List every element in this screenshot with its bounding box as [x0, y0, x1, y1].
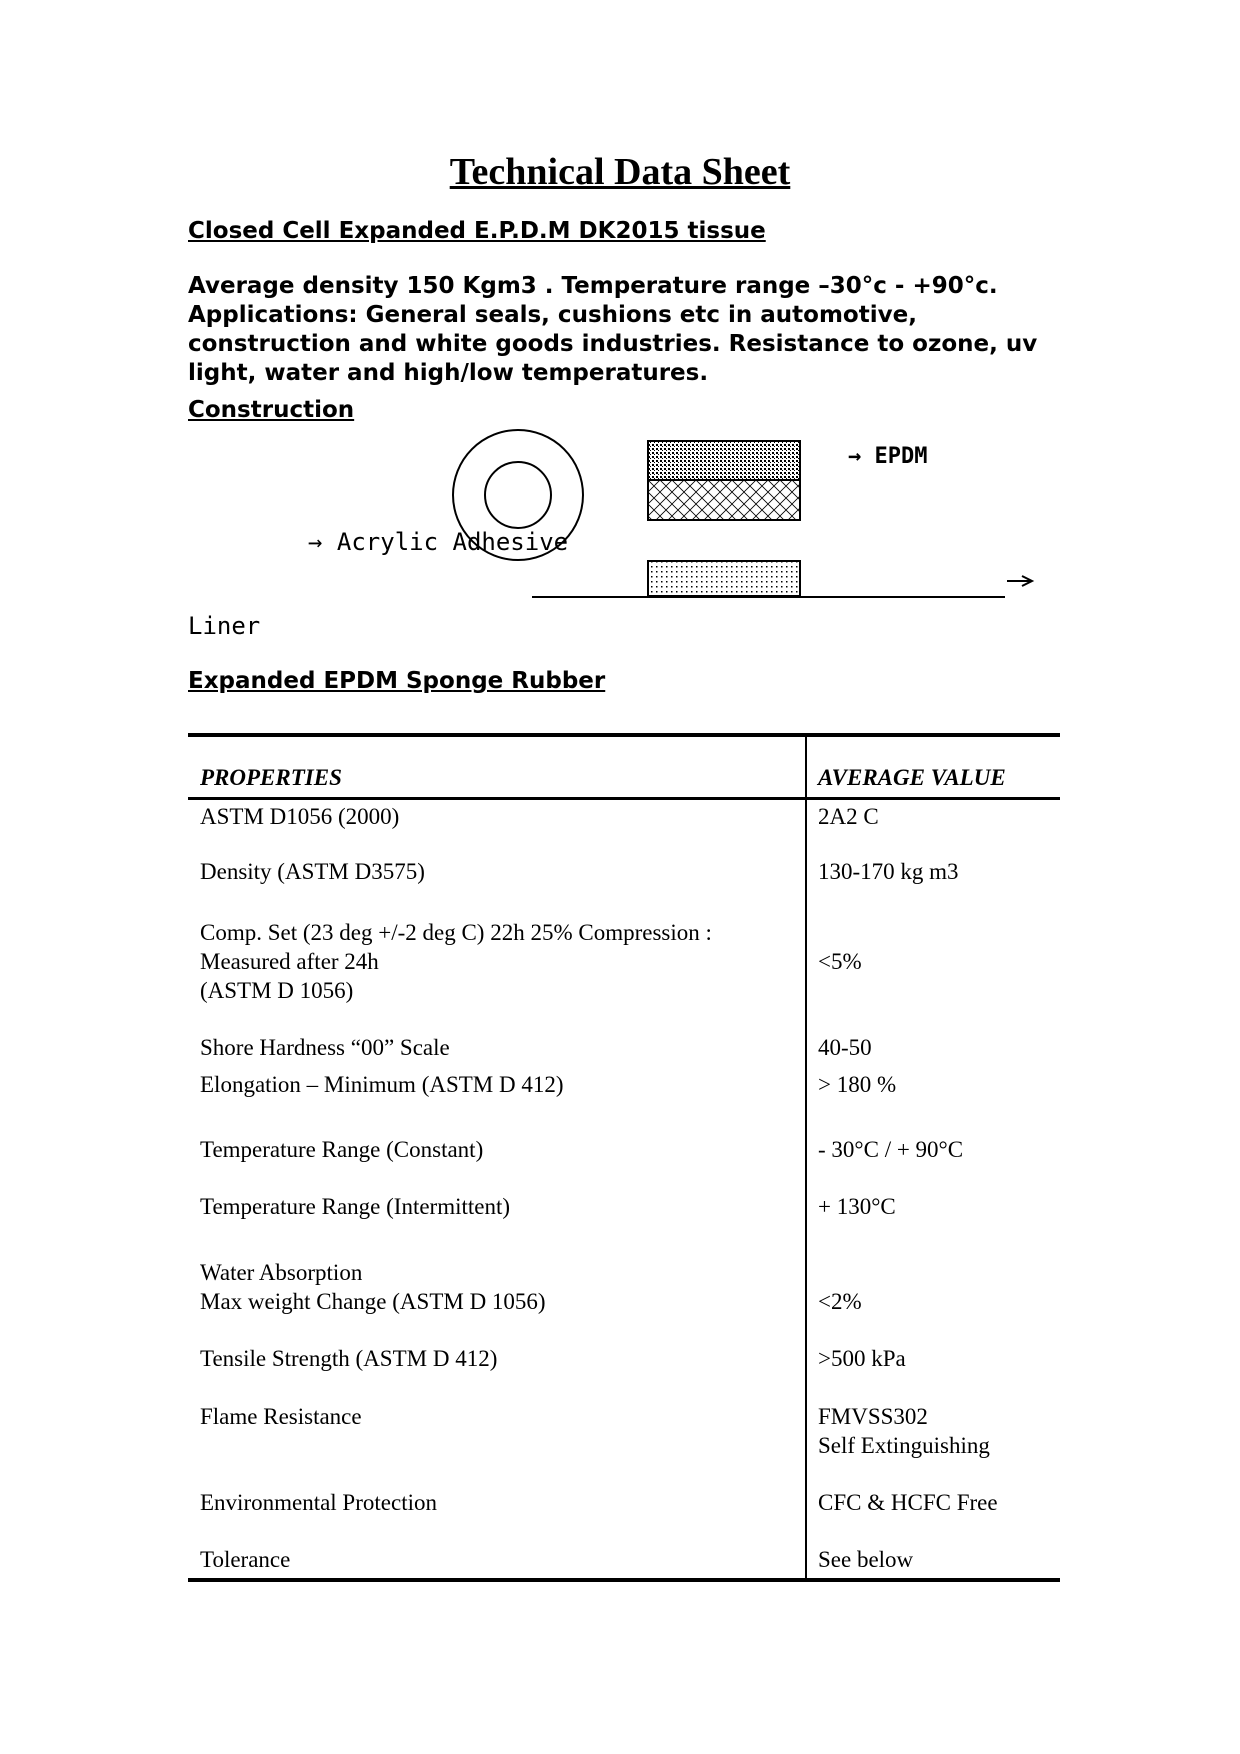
table-row-value: 40-50	[818, 1035, 872, 1060]
table-bottom-rule	[188, 1578, 1060, 1582]
table-row-value: CFC & HCFC Free	[818, 1490, 998, 1515]
table-row-property: Environmental Protection	[200, 1490, 437, 1515]
table-row-property: Temperature Range (Intermittent)	[200, 1194, 511, 1219]
header-properties: PROPERTIES	[200, 765, 342, 790]
construction-heading: Construction	[188, 397, 355, 423]
table-column-divider	[805, 733, 807, 1582]
table-row-value: FMVSS302 Self Extinguishing	[818, 1404, 990, 1458]
product-subtitle: Closed Cell Expanded E.P.D.M DK2015 tissue	[188, 218, 766, 244]
table-row-property: Comp. Set (23 deg +/-2 deg C) 22h 25% Compression : Measured after 24h (ASTM D 1056)	[200, 920, 712, 1003]
header-average-value: AVERAGE VALUE	[818, 765, 1006, 790]
table-row-value: <2%	[818, 1289, 862, 1314]
table-row-value: See below	[818, 1547, 914, 1572]
table-top-rule	[188, 733, 1060, 737]
table-row-property: Shore Hardness “00” Scale	[200, 1035, 450, 1060]
table-row-value: 130-170 kg m3	[818, 859, 959, 884]
roll-inner-circle	[485, 462, 551, 528]
epdm-layer	[648, 441, 800, 480]
table-row-value: + 130°C	[818, 1194, 896, 1219]
table-row-property: Tolerance	[200, 1547, 291, 1572]
epdm-label: → EPDM	[848, 444, 928, 469]
table-row-value: >500 kPa	[818, 1346, 906, 1371]
table-row-value: 2A2 C	[818, 804, 879, 829]
table-header-rule	[188, 797, 1060, 800]
table-row-property: Tensile Strength (ASTM D 412)	[200, 1346, 498, 1371]
table-row-property: Flame Resistance	[200, 1404, 362, 1429]
arrow-icon	[1007, 576, 1032, 586]
table-row-property: Water Absorption Max weight Change (ASTM D 1056)	[200, 1260, 546, 1314]
liner-label: Liner	[188, 612, 261, 640]
construction-diagram	[0, 0, 1240, 640]
acrylic-adhesive-label: → Acrylic Adhesive	[308, 528, 569, 556]
liner-layer	[648, 561, 800, 596]
table-row-value: <5%	[818, 949, 862, 974]
page-title: Technical Data Sheet	[449, 151, 791, 193]
section-heading: Expanded EPDM Sponge Rubber	[188, 668, 606, 694]
table-row-value: > 180 %	[818, 1072, 897, 1097]
table-row-property: Density (ASTM D3575)	[200, 859, 425, 884]
table-row-property: ASTM D1056 (2000)	[200, 804, 400, 829]
product-description: Average density 150 Kgm3 . Temperature range –30°c - +90°c. Applications: General seals, cushions etc in automotive, construction and white goods industries. Resistance to ozone, uv light, water and high/low temperatures.	[188, 273, 1038, 386]
table-row-value: - 30°C / + 90°C	[818, 1137, 964, 1162]
table-row-property: Elongation – Minimum (ASTM D 412)	[200, 1072, 564, 1097]
adhesive-layer	[648, 480, 800, 520]
table-row-property: Temperature Range (Constant)	[200, 1137, 484, 1162]
